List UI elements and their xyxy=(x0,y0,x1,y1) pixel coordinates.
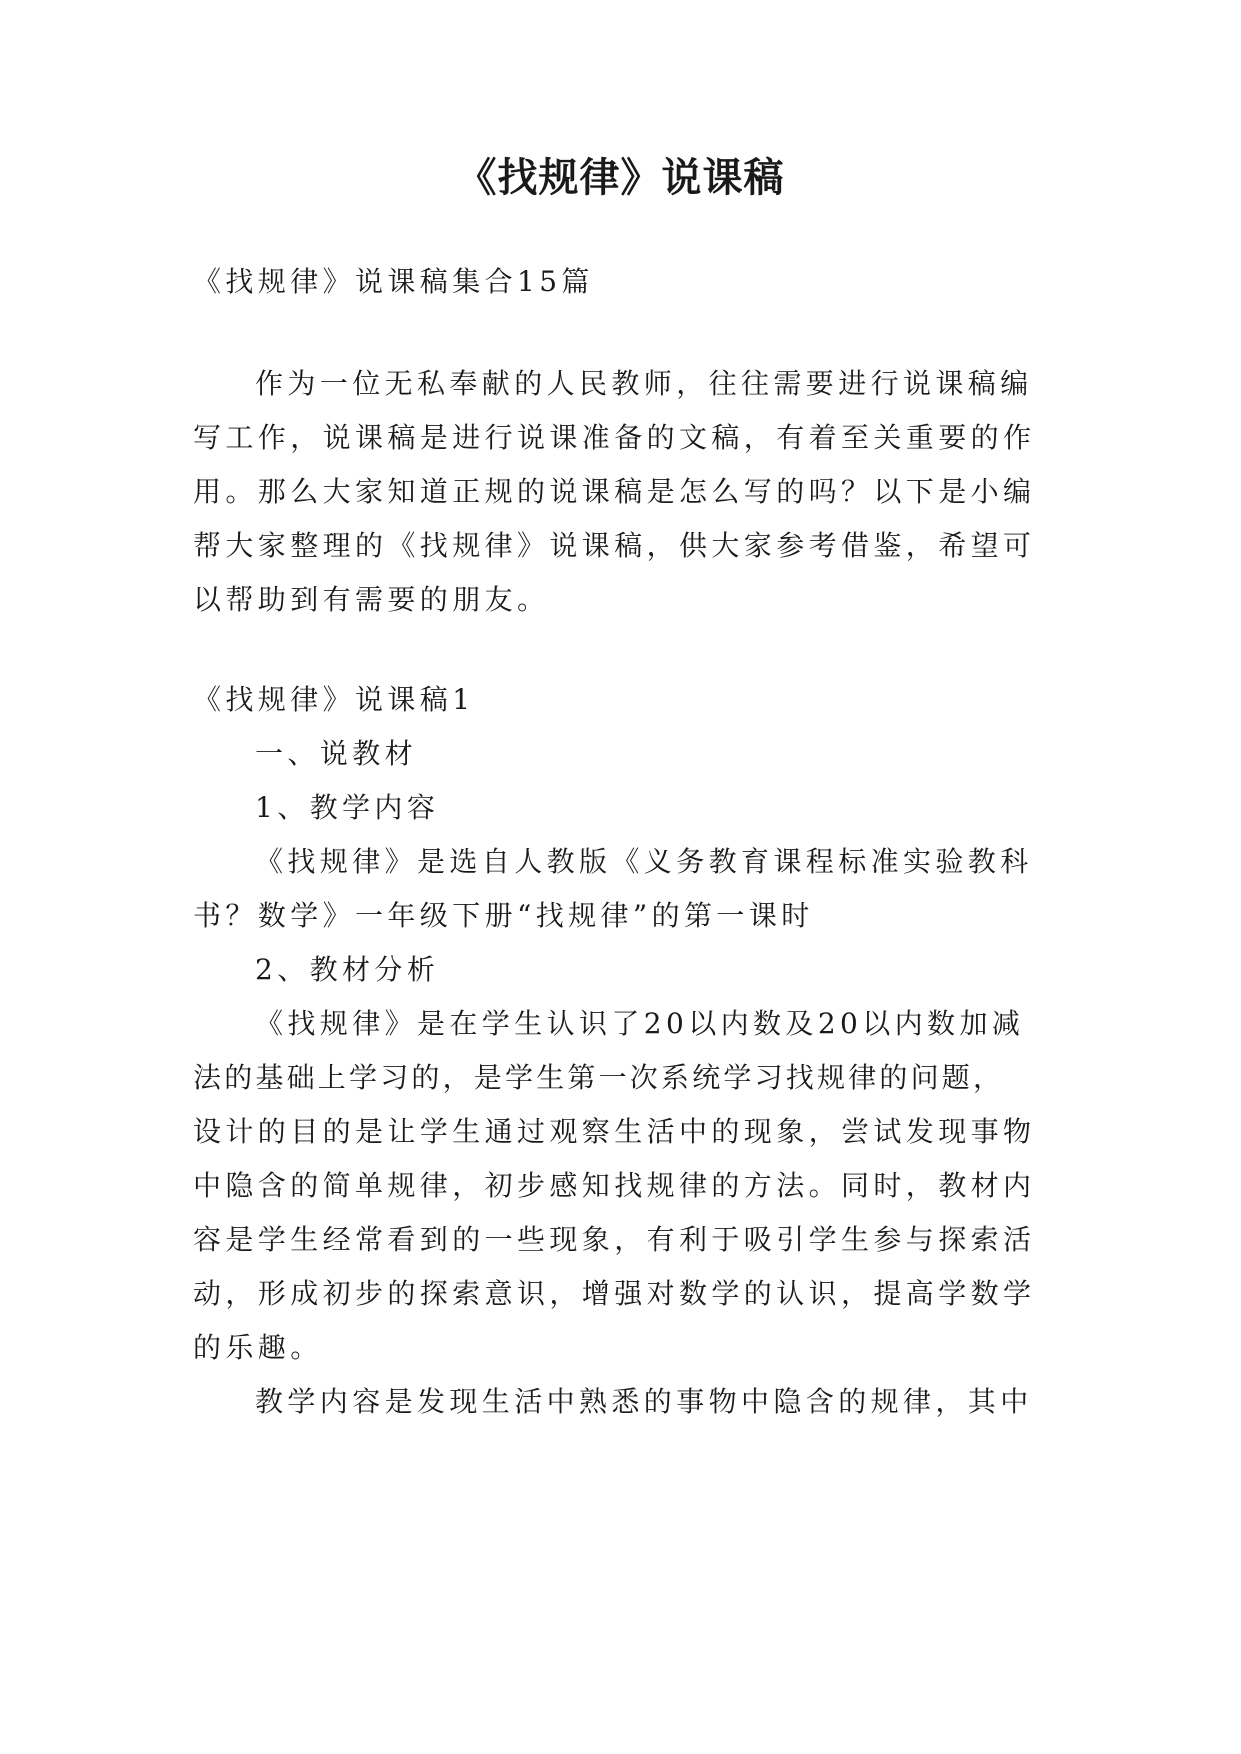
item1-line-2: 书？数学》一年级下册“找规律”的第一课时 xyxy=(193,899,814,932)
intro-line-4: 帮大家整理的《找规律》说课稿，供大家参考借鉴，希望可 xyxy=(193,529,1036,562)
item2-heading: 2、教材分析 xyxy=(255,953,440,986)
item2-paragraph-2-line-1: 教学内容是发现生活中熟悉的事物中隐含的规律，其中 xyxy=(255,1385,1033,1418)
document-title: 《找规律》说课稿 xyxy=(456,155,785,201)
part-heading: 一、说教材 xyxy=(255,737,418,770)
item2-line-3: 设计的目的是让学生通过观察生活中的现象，尝试发现事物 xyxy=(193,1115,1036,1148)
item1-line-1: 《找规律》是选自人教版《义务教育课程标准实验教科 xyxy=(255,845,1033,878)
item1-heading: 1、教学内容 xyxy=(255,791,440,824)
section-heading: 《找规律》说课稿1 xyxy=(193,683,475,716)
item2-line-2: 法的基础上学习的，是学生第一次系统学习找规律的问题， xyxy=(193,1061,1005,1094)
item2-line-4: 中隐含的简单规律，初步感知找规律的方法。同时，教材内 xyxy=(193,1169,1036,1202)
intro-line-2: 写工作，说课稿是进行说课准备的文稿，有着至关重要的作 xyxy=(193,421,1036,454)
item2-line-6: 动，形成初步的探索意识，增强对数学的认识，提高学数学 xyxy=(193,1277,1036,1310)
intro-line-5: 以帮助到有需要的朋友。 xyxy=(193,583,550,616)
item2-line-5: 容是学生经常看到的一些现象，有利于吸引学生参与探索活 xyxy=(193,1223,1036,1256)
document-subtitle: 《找规律》说课稿集合15篇 xyxy=(193,265,594,298)
intro-line-3: 用。那么大家知道正规的说课稿是怎么写的吗？以下是小编 xyxy=(193,475,1036,508)
intro-line-1: 作为一位无私奉献的人民教师，往往需要进行说课稿编 xyxy=(255,367,1033,400)
item2-line-7: 的乐趣。 xyxy=(193,1331,323,1364)
item2-line-1: 《找规律》是在学生认识了20以内数及20以内数加减 xyxy=(255,1007,1025,1040)
